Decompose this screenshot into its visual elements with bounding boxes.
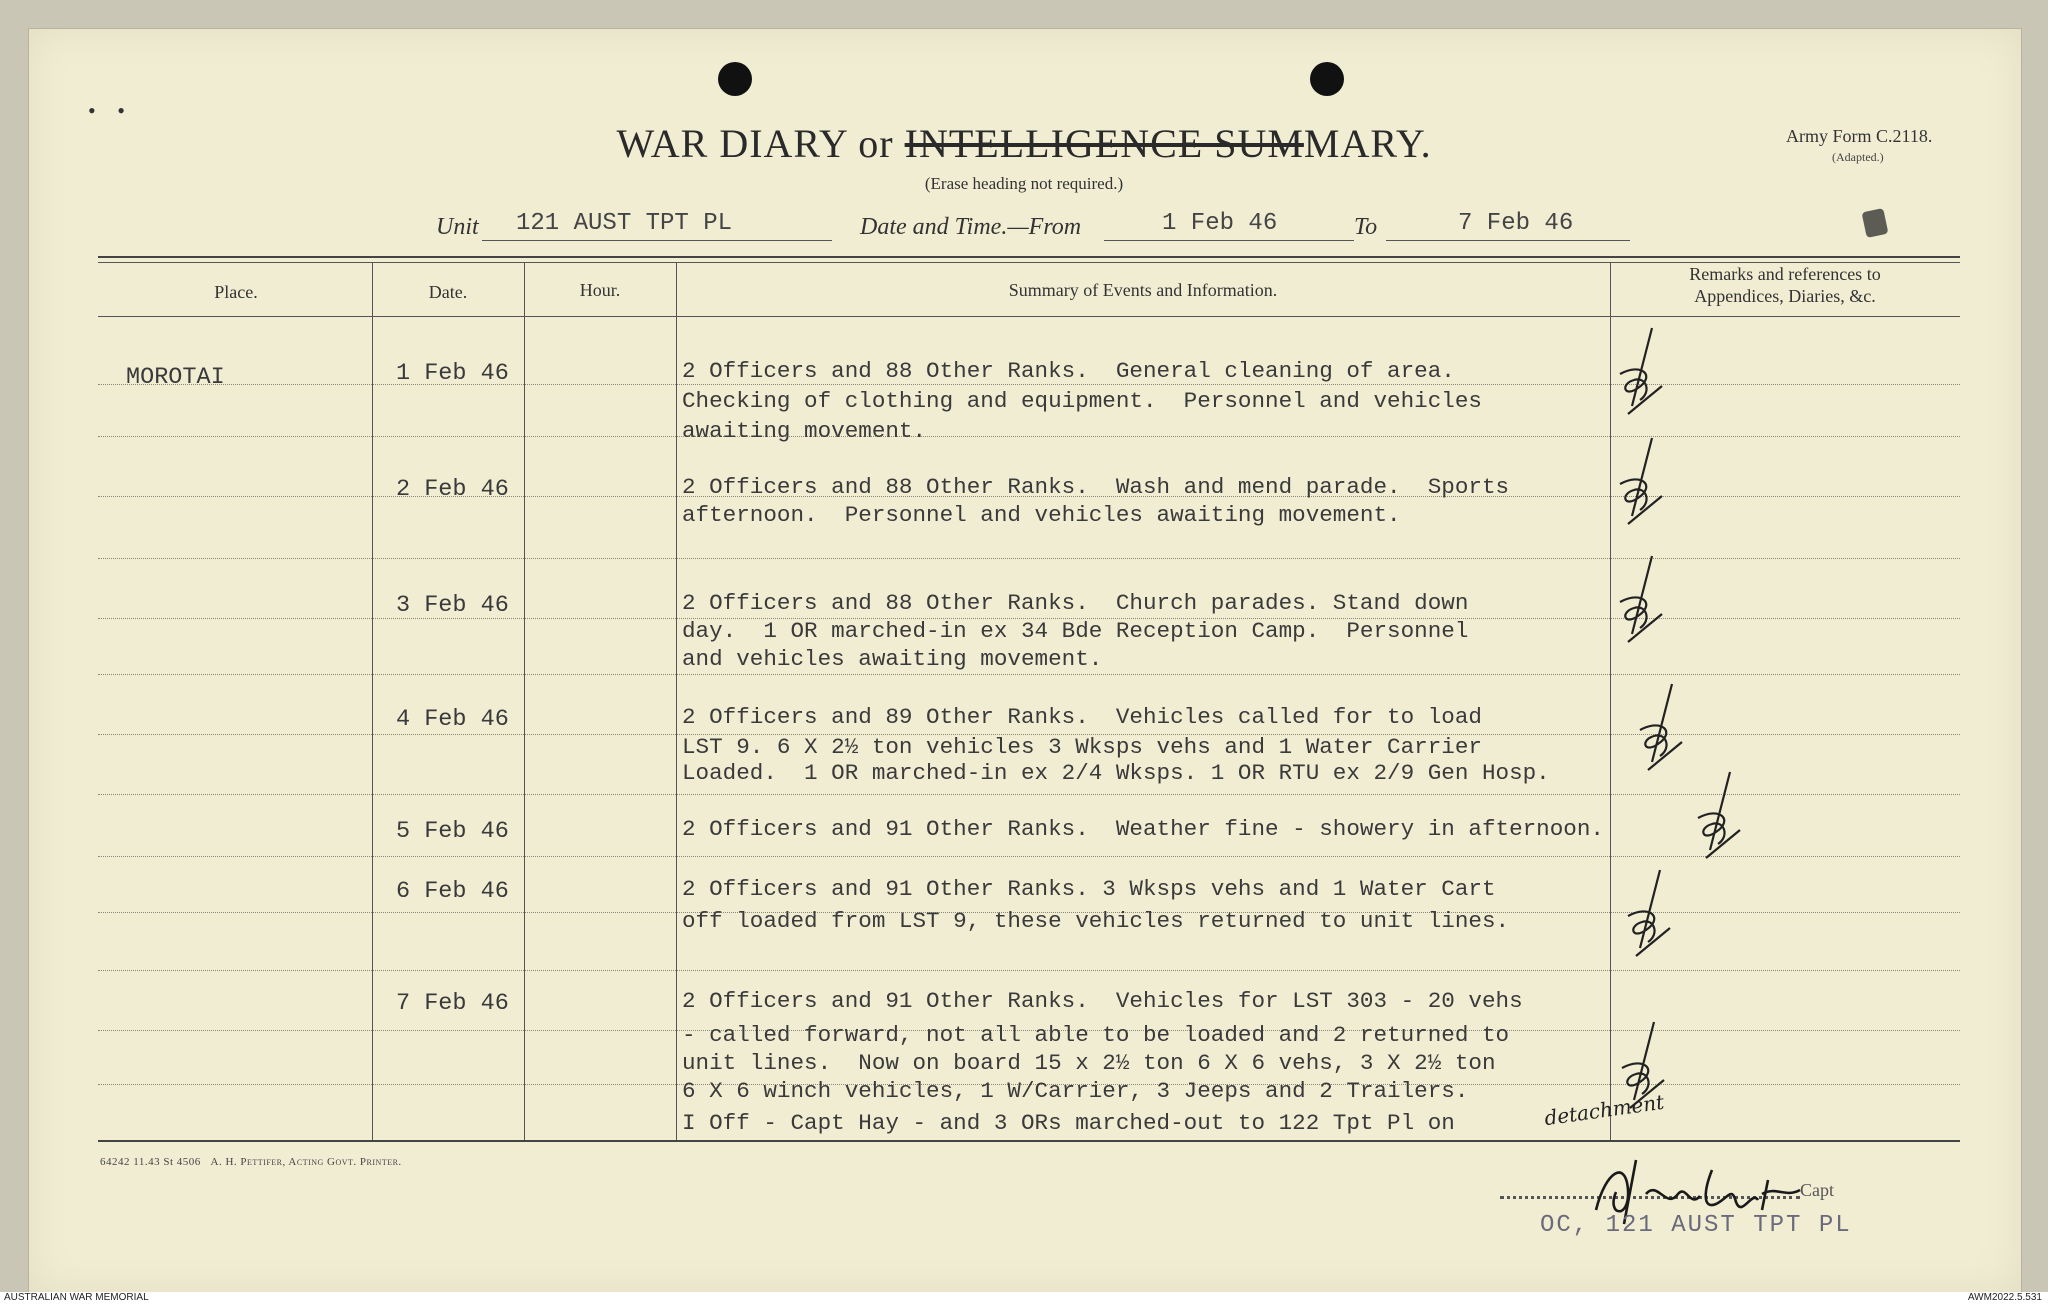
col-header-remarks-1: Remarks and references to <box>1689 264 1881 284</box>
entry-line: Loaded. 1 OR marched-in ex 2/4 Wksps. 1 OR RTU ex 2/9 Gen Hosp. <box>682 760 1550 786</box>
entry-date: 4 Feb 46 <box>396 706 509 733</box>
table-bottom-rule <box>98 1140 1960 1142</box>
entry-line: - called forward, not all able to be loaded and 2 returned to <box>682 1022 1510 1048</box>
form-number: Army Form C.2118. <box>1786 126 1933 146</box>
unit-underline <box>482 240 832 241</box>
col-divider-summary <box>1610 262 1611 1140</box>
archive-institution: AUSTRALIAN WAR MEMORIAL <box>4 1292 149 1303</box>
entry-date: 5 Feb 46 <box>396 818 509 845</box>
form-title <box>0 120 2048 167</box>
header-bottom-rule <box>98 316 1960 317</box>
entry-line: afternoon. Personnel and vehicles awaiting movement. <box>682 502 1401 528</box>
entry-line: 2 Officers and 91 Other Ranks. 3 Wksps vehs and 1 Water Cart <box>682 876 1496 902</box>
to-underline <box>1386 240 1630 241</box>
entry-line: Checking of clothing and equipment. Personnel and vehicles <box>682 388 1482 414</box>
signature-rank: Capt <box>1800 1180 1834 1200</box>
printer-imprint <box>100 1156 402 1168</box>
col-header-place: Place. <box>214 282 258 302</box>
handwritten-detachment: detachment <box>1542 1089 1666 1131</box>
initials-signature-mark <box>1612 436 1672 526</box>
entry-line: 6 X 6 winch vehicles, 1 W/Carrier, 3 Jeeps and 2 Trailers. <box>682 1078 1469 1104</box>
archive-reference: AWM2022.5.531 <box>1967 1292 2042 1303</box>
entry-line: off loaded from LST 9, these vehicles returned to unit lines. <box>682 908 1510 934</box>
initials-signature-mark <box>1620 868 1680 958</box>
entry-date: 1 Feb 46 <box>396 360 509 387</box>
col-header-remarks-2: Appendices, Diaries, &c. <box>1694 286 1876 306</box>
title-text: WAR DIARY or <box>616 121 905 166</box>
col-header-date: Date. <box>428 282 468 302</box>
entry-date: 6 Feb 46 <box>396 878 509 905</box>
col-divider-place <box>372 262 373 1140</box>
imprint-name: A. H. Pettifer, Acting Govt. Printer. <box>210 1156 402 1168</box>
entry-line: I Off - Capt Hay - and 3 ORs marched-out to 122 Tpt Pl on <box>682 1110 1455 1136</box>
unit-label: Unit <box>436 214 479 240</box>
col-divider-hour <box>676 262 677 1140</box>
entry-date: 3 Feb 46 <box>396 592 509 619</box>
unit-stamp: OC, 121 AUST TPT PL <box>1540 1212 1852 1239</box>
entry-line: day. 1 OR marched-in ex 34 Bde Reception Camp. Personnel <box>682 618 1469 644</box>
initials-signature-mark <box>1632 682 1692 772</box>
col-header-hour: Hour. <box>579 280 621 300</box>
punch-hole-right <box>1310 62 1344 96</box>
entry-line: and vehicles awaiting movement. <box>682 646 1103 672</box>
initials-signature-mark <box>1612 326 1672 416</box>
entry-line: 2 Officers and 91 Other Ranks. Weather fine - showery in afternoon. <box>682 816 1604 842</box>
entry-line: 2 Officers and 89 Other Ranks. Vehicles called for to load <box>682 704 1482 730</box>
table-top-rule-inner <box>98 262 1960 263</box>
entry-date: 7 Feb 46 <box>396 990 509 1017</box>
form-subtitle: (Erase heading not required.) <box>924 174 1124 193</box>
punch-hole-left <box>718 62 752 96</box>
initials-signature-mark <box>1612 554 1672 644</box>
from-underline <box>1104 240 1354 241</box>
col-divider-date <box>524 262 525 1140</box>
from-value: 1 Feb 46 <box>1162 210 1278 237</box>
unit-value: 121 AUST TPT PL <box>516 210 733 237</box>
stray-marks: • • <box>88 98 133 123</box>
to-label: To <box>1354 214 1378 240</box>
archive-bar <box>0 1292 2048 1304</box>
entry-line: LST 9. 6 X 2½ ton vehicles 3 Wksps vehs and 1 Water Carrier <box>682 734 1482 760</box>
entry-line: awaiting movement. <box>682 418 927 444</box>
entry-date: 2 Feb 46 <box>396 476 509 503</box>
title-text-end: MARY. <box>1303 121 1432 166</box>
date-label: Date and Time.—From <box>860 214 1082 240</box>
to-value: 7 Feb 46 <box>1458 210 1574 237</box>
form-adapted: (Adapted.) <box>1832 150 1884 164</box>
entry-line: 2 Officers and 91 Other Ranks. Vehicles for LST 303 - 20 vehs <box>682 988 1523 1014</box>
title-struck-text: INTELLIGENCE SUM <box>904 121 1304 166</box>
initials-signature-mark <box>1614 1020 1674 1110</box>
entry-line: 2 Officers and 88 Other Ranks. General cleaning of area. <box>682 358 1455 384</box>
entry-line: unit lines. Now on board 15 x 2½ ton 6 X 6 vehs, 3 X 2½ ton <box>682 1050 1496 1076</box>
col-header-summary: Summary of Events and Information. <box>1008 280 1278 300</box>
place-value: MOROTAI <box>126 364 225 391</box>
table-top-rule <box>98 256 1960 258</box>
entry-line: 2 Officers and 88 Other Ranks. Church parades. Stand down <box>682 590 1469 616</box>
entry-line: 2 Officers and 88 Other Ranks. Wash and mend parade. Sports <box>682 474 1510 500</box>
initials-signature-mark <box>1690 770 1750 860</box>
imprint-code: 64242 11.43 St 4506 <box>100 1156 201 1168</box>
